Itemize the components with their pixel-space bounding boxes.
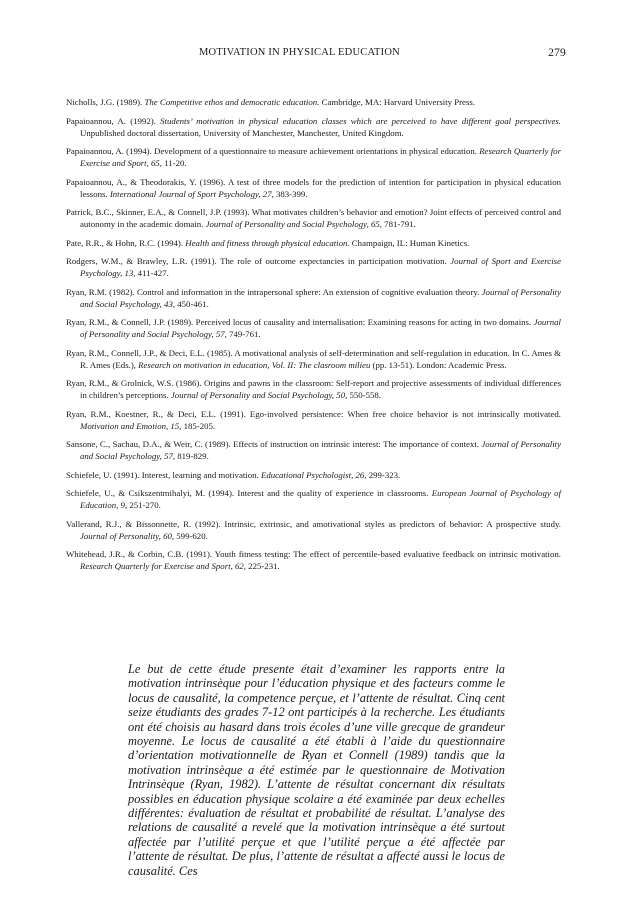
reference-item: Schiefele, U. (1991). Interest, learning and motivation. Educational Psychologist, 26, 299-323. — [66, 469, 401, 480]
reference-item: Vallerand, R.J., & Bissonnette, R. (1992). Intrinsic, extrinsic, and amotivational styles as predictors of behavior: A prospective study. Journal of Personality, 60, 599-620. — [66, 518, 561, 541]
reference-item: Papaioannou, A. (1994). Development of a questionnaire to measure achievement orientations in physical education. Research Quarterly for Exercise and Sport, 65, 11-20. — [66, 146, 561, 168]
running-header — [66, 47, 566, 63]
page-number: 279 — [548, 47, 566, 59]
reference-item: Whitehead, J.R., & Corbin, C.B. (1991). Youth fitness testing: The effect of percentile-based evaluative feedback on intrinsic motivation. Research Quarterly for Exercise and Sport, 62, 225-231. — [66, 549, 561, 571]
reference-item: Rodgers, W.M., & Brawley, L.R. (1991). The role of outcome expectancies in participation motivation. Journal of Sport and Exercise Psychology, 13, 411-427. — [66, 256, 561, 278]
reference-item: Ryan, R.M., & Connell, J.P. (1989). Perceived locus of causality and internalisation: Examining reasons for acting in two domains. Journal of Personality and Social Psychology, 57, 749-761. — [66, 317, 561, 339]
reference-item: Ryan, R.M., Koestner, R., & Deci, E.L. (1991). Ego-involved persistence: When free choice behavior is not intrinsically motivated. Motivation and Emotion, 15, 185-205. — [66, 408, 561, 431]
reference-item: Ryan, R.M., & Grolnick, W.S. (1986). Origins and pawns in the classroom: Self-report and projective assessments of individual differences in children’s perceptions. Journal of Personality and Social Psychology, 50, 550-558. — [66, 378, 561, 400]
reference-item: Ryan, R.M. (1982). Control and information in the intrapersonal sphere: An extension of cognitive evaluation theory. Journal of Personality and Social Psychology, 43, 450-461. — [66, 286, 561, 309]
reference-item: Papaioannou, A., & Theodorakis, Y. (1996). A test of three models for the prediction of intention for participation in physical education lessons. International Journal of Sport Psychology, 27, 383-399. — [66, 176, 561, 199]
reference-item: Nicholls, J.G. (1989). The Competitive ethos and democratic education. Cambridge, MA: Harvard University Press. — [66, 97, 476, 107]
reference-item: Sansone, C., Sachau, D.A., & Weir, C. (1989). Effects of instruction on intrinsic interest: The importance of context. Journal of Personality and Social Psychology, 57, 819-829. — [66, 439, 561, 461]
french-abstract: Le but de cette étude presente était d’examiner les rapports entre la motivation intrinsèque pour l’éducation physique et des facteurs comme le locus de causalité, la competence perçue, et l’attente de résultat. Cinq cent seize étudiants des grades 7-12 ont participés à la recherche. Les étudiants ont été choisis au hasard dans trois écoles d’une ville grecque de grandeur moyenne. Le locus de causalité a été établi à l’aide du questionnaire d’orientation motivationnelle de Ryan et Connell (1989) tandis que la motivation intrinsèque a été estimée par le questionnaire de Motivation Intrinsèque (Ryan, 1982). L’attente de résultat concernant dix résultats possibles en éducation physique scolaire a été examinée par deux echelles différentes: évaluation de résultat et probabilité de résultat. L’analyse des relations de causalité a revelé que la motivation intrinsèque a été surtout affectée par l’utilité perçue et que l’utilité perçue a été affectée par l’attente de résultat. De plus, l’attente de résultat a affecté aussi le locus de causalité. Ces — [128, 662, 505, 878]
reference-item: Ryan, R.M., Connell, J.P., & Deci, E.L. (1985). A motivational analysis of self-determination and self-regulation in education. In C. Ames & R. Ames (Eds.), Research on motivation in education, Vol. II: The clasroom milieu (pp. 13-51). London: Academic Press. — [66, 347, 561, 370]
reference-item: Papaioannou, A. (1992). Students’ motivation in physical education classes which are perceived to have different goal perspectives. Unpublished doctoral dissertation, University of Manchester, Manchester, United Kingdom. — [66, 115, 561, 138]
reference-item: Patrick, B.C., Skinner, E.A., & Connell, J.P. (1993). What motivates children’s behavior and emotion? Joint effects of perceived control and autonomy in the academic domain. Journal of Personality and Social Psychology, 65, 781-791. — [66, 207, 561, 229]
reference-list — [66, 96, 561, 579]
running-title: MOTIVATION IN PHYSICAL EDUCATION — [199, 47, 400, 58]
reference-item: Pate, R.R., & Hohn, R.C. (1994). Health and fitness through physical education. Champaign, IL: Human Kinetics. — [66, 237, 470, 248]
reference-item: Schiefele, U., & Csikszentmihalyi, M. (1994). Interest and the quality of experience in classrooms. European Journal of Psychology of Education, 9, 251-270. — [66, 488, 562, 510]
